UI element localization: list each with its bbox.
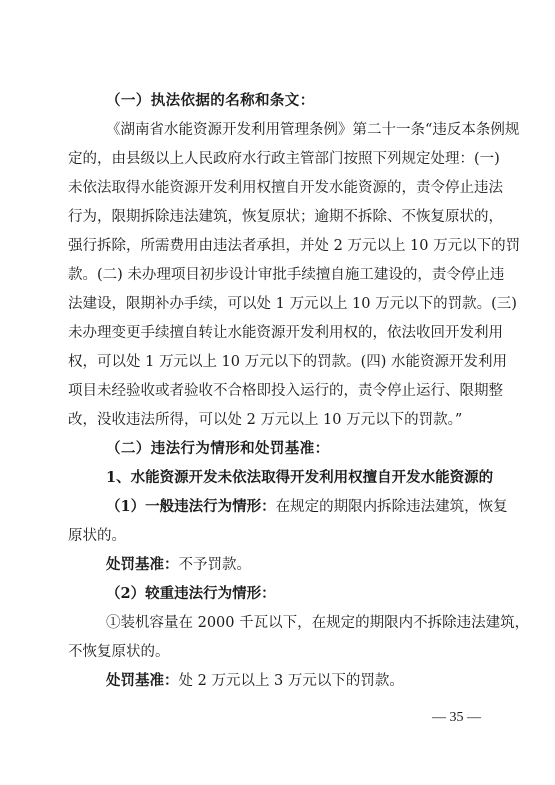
section1-line: 项目未经验收或者验收不合格即投入运行的，责令停止运行、限期整 xyxy=(68,383,503,399)
section1-line: 《湖南省水能资源开发利用管理条例》第二十一条“违反本条例规 xyxy=(106,122,520,138)
penalty-basis-label: 处罚基准： xyxy=(106,672,179,689)
general-case-text-cont: 原状的。 xyxy=(68,528,126,544)
section1-line: 款。(二) 未办理项目初步设计审批手续擅自施工建设的，责令停止违 xyxy=(68,267,505,283)
section2-heading: （二）违法行为情形和处罚基准： xyxy=(106,441,330,457)
penalty-basis-2 xyxy=(106,670,488,692)
general-case-label: （1）一般违法行为情形： xyxy=(106,498,276,515)
page-number: — 35 — xyxy=(432,710,481,725)
section1-line: 法建设，限期补办手续，可以处 1 万元以上 10 万元以下的罚款。(三) xyxy=(68,296,517,312)
penalty-basis-text: 不予罚款。 xyxy=(178,557,251,573)
general-case-text: 在规定的期限内拆除违法建筑，恢复 xyxy=(275,499,508,515)
penalty-basis-text: 处 2 万元以上 3 万元以下的罚款。 xyxy=(178,673,404,689)
penalty-basis-label: 处罚基准： xyxy=(106,556,179,573)
serious-case-text-cont: 不恢复原状的。 xyxy=(68,644,170,660)
serious-case-text: ①装机容量在 2000 千瓦以下，在规定的期限内不拆除违法建筑， xyxy=(106,615,530,631)
section1-heading: （一）执法依据的名称和条文： xyxy=(106,93,315,109)
section1-line: 改，没收违法所得，可以处 2 万元以上 10 万元以下的罚款。” xyxy=(68,412,463,428)
penalty-basis-1 xyxy=(106,554,488,576)
section1-line: 强行拆除，所需费用由违法者承担，并处 2 万元以上 10 万元以下的罚 xyxy=(68,238,521,254)
section1-line: 定的，由县级以上人民政府水行政主管部门按照下列规定处理：(一) xyxy=(68,151,500,167)
section1-line: 未依法取得水能资源开发利用权擅自开发水能资源的，责令停止违法 xyxy=(68,180,503,196)
item1-title: 1、水能资源开发未依法取得开发利用权擅自开发水能资源的 xyxy=(106,469,494,486)
section1-line: 权，可以处 1 万元以上 10 万元以下的罚款。(四) 水能资源开发利用 xyxy=(68,354,508,370)
serious-case-label: （2）较重违法行为情形： xyxy=(106,585,276,602)
general-case-line xyxy=(106,496,508,518)
section1-line: 行为，限期拆除违法建筑，恢复原状；逾期不拆除、不恢复原状的， xyxy=(68,209,503,225)
section1-line: 未办理变更手续擅自转让水能资源开发利用权的，依法收回开发利用 xyxy=(68,325,503,341)
